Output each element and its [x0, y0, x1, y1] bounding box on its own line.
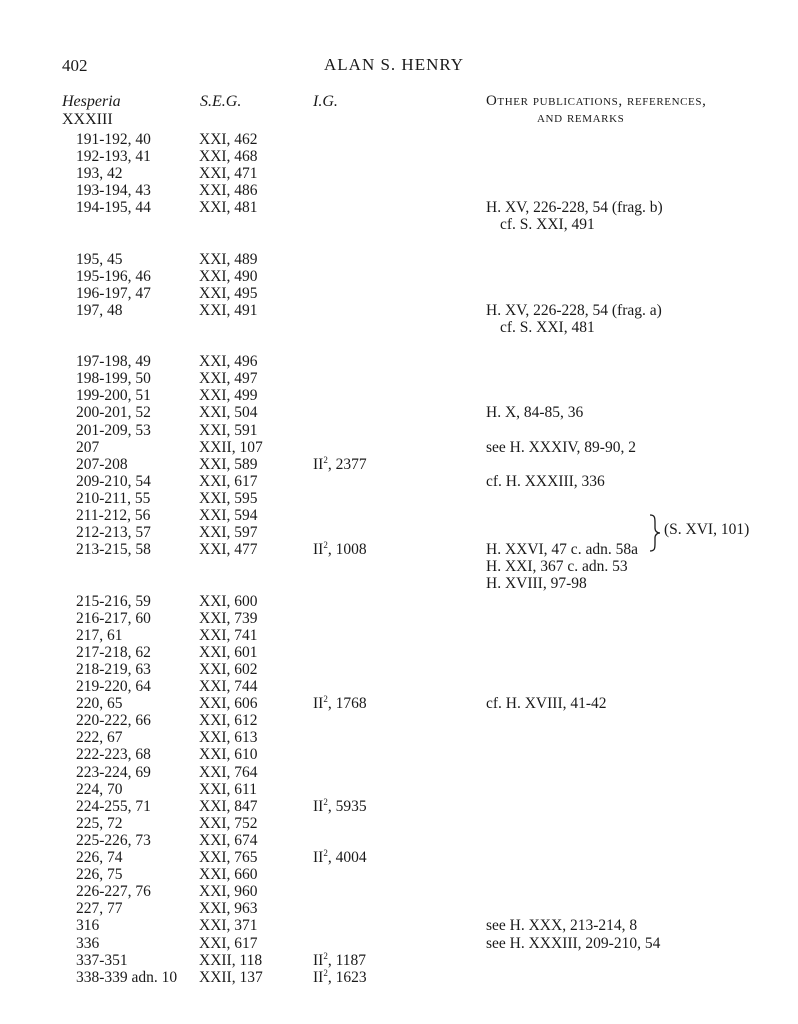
remark-line: cf. H. XXXIII, 336 — [486, 473, 605, 490]
seg-ref: XXI, 601 — [199, 644, 258, 661]
seg-ref: XXI, 477 — [199, 541, 258, 558]
hesperia-ref: 209-210, 54 — [76, 473, 151, 490]
remark-line: H. X, 84-85, 36 — [486, 404, 584, 421]
ig-ref: $II^2$, 1768 — [313, 694, 367, 712]
ig-ref: $II^2$, 5935 — [313, 797, 367, 815]
seg-ref: XXI, 963 — [199, 900, 258, 917]
hesperia-ref: 195, 45 — [76, 251, 123, 268]
seg-ref: XXI, 591 — [199, 422, 258, 439]
seg-ref: XXI, 490 — [199, 268, 258, 285]
hesperia-ref: 225, 72 — [76, 815, 123, 832]
seg-ref: XXI, 611 — [199, 781, 257, 798]
ig-ref: $II^2$, 2377 — [313, 455, 367, 473]
hesperia-ref: 193-194, 43 — [76, 182, 151, 199]
seg-ref: XXI, 486 — [199, 182, 258, 199]
column-header-ig: I.G. — [313, 93, 338, 110]
hesperia-ref: 207-208 — [76, 456, 128, 473]
hesperia-ref: 222, 67 — [76, 729, 123, 746]
remark-line: cf. H. XVIII, 41-42 — [486, 695, 607, 712]
ig-ref: $II^2$, 1008 — [313, 540, 367, 558]
seg-ref: XXI, 741 — [199, 627, 258, 644]
seg-ref: XXI, 617 — [199, 935, 258, 952]
seg-ref: XXI, 504 — [199, 404, 258, 421]
page-number: 402 — [62, 56, 88, 75]
hesperia-ref: 194-195, 44 — [76, 199, 151, 216]
hesperia-ref: 223-224, 69 — [76, 764, 151, 781]
seg-ref: XXI, 960 — [199, 883, 258, 900]
seg-ref: XXI, 496 — [199, 353, 258, 370]
remark-line: H. XV, 226-228, 54 (frag. a) — [486, 302, 662, 319]
column-header-seg: S.E.G. — [200, 93, 242, 110]
seg-ref: XXI, 597 — [199, 524, 258, 541]
bracket-note: (S. XVI, 101) — [664, 521, 750, 538]
hesperia-ref: 195-196, 46 — [76, 268, 151, 285]
hesperia-ref: 207 — [76, 439, 100, 456]
seg-ref: XXI, 489 — [199, 251, 258, 268]
hesperia-ref: 220, 65 — [76, 695, 123, 712]
remark-line: cf. S. XXI, 491 — [500, 216, 595, 233]
seg-ref: XXII, 107 — [199, 439, 263, 456]
hesperia-ref: 219-220, 64 — [76, 678, 151, 695]
hesperia-ref: 220-222, 66 — [76, 712, 151, 729]
hesperia-ref: 192-193, 41 — [76, 148, 151, 165]
hesperia-ref: 224-255, 71 — [76, 798, 151, 815]
hesperia-ref: 222-223, 68 — [76, 746, 151, 763]
seg-ref: XXII, 118 — [199, 952, 263, 969]
hesperia-ref: 316 — [76, 917, 100, 934]
hesperia-ref: 198-199, 50 — [76, 370, 151, 387]
seg-ref: XXI, 600 — [199, 593, 258, 610]
hesperia-ref: 210-211, 55 — [76, 490, 151, 507]
hesperia-ref: 226, 75 — [76, 866, 123, 883]
hesperia-ref: 197-198, 49 — [76, 353, 151, 370]
hesperia-ref: 226, 74 — [76, 849, 123, 866]
seg-ref: XXI, 595 — [199, 490, 258, 507]
seg-ref: XXI, 589 — [199, 456, 258, 473]
seg-ref: XXI, 491 — [199, 302, 258, 319]
column-header-hesperia: Hesperia — [62, 93, 121, 110]
hesperia-ref: 212-213, 57 — [76, 524, 151, 541]
seg-ref: XXI, 847 — [199, 798, 258, 815]
hesperia-ref: 225-226, 73 — [76, 832, 151, 849]
seg-ref: XXI, 606 — [199, 695, 258, 712]
seg-ref: XXI, 371 — [199, 917, 258, 934]
seg-ref: XXI, 744 — [199, 678, 258, 695]
seg-ref: XXI, 752 — [199, 815, 258, 832]
remark-line: H. XVIII, 97-98 — [486, 575, 587, 592]
hesperia-ref: 200-201, 52 — [76, 404, 151, 421]
hesperia-ref: 193, 42 — [76, 165, 123, 182]
hesperia-ref: 201-209, 53 — [76, 422, 151, 439]
seg-ref: XXI, 610 — [199, 746, 258, 763]
remark-line: see H. XXXIII, 209-210, 54 — [486, 935, 661, 952]
remark-line: see H. XXXIV, 89-90, 2 — [486, 439, 636, 456]
hesperia-ref: 217-218, 62 — [76, 644, 151, 661]
seg-ref: XXI, 499 — [199, 387, 258, 404]
hesperia-ref: 226-227, 76 — [76, 883, 151, 900]
hesperia-ref: 199-200, 51 — [76, 387, 151, 404]
seg-ref: XXI, 674 — [199, 832, 258, 849]
hesperia-ref: 337-351 — [76, 952, 128, 969]
column-subheader-volume: XXXIII — [62, 111, 113, 128]
seg-ref: XXI, 462 — [199, 131, 258, 148]
seg-ref: XXI, 594 — [199, 507, 258, 524]
ig-ref: $II^2$, 1187 — [313, 951, 367, 969]
running-title: ALAN S. HENRY — [324, 55, 465, 74]
hesperia-ref: 216-217, 60 — [76, 610, 151, 627]
seg-ref: XXI, 468 — [199, 148, 258, 165]
ig-ref: $II^2$, 1623 — [313, 968, 367, 986]
seg-ref: XXI, 481 — [199, 199, 258, 216]
column-header-other-line1: Other publications, references, — [486, 93, 707, 109]
remark-line: see H. XXX, 213-214, 8 — [486, 917, 638, 934]
seg-ref: XXI, 612 — [199, 712, 258, 729]
seg-ref: XXI, 739 — [199, 610, 258, 627]
hesperia-ref: 227, 77 — [76, 900, 123, 917]
hesperia-ref: 211-212, 56 — [76, 507, 151, 524]
seg-ref: XXI, 471 — [199, 165, 258, 182]
hesperia-ref: 217, 61 — [76, 627, 123, 644]
seg-ref: XXI, 602 — [199, 661, 258, 678]
seg-ref: XXII, 137 — [199, 969, 263, 986]
hesperia-ref: 197, 48 — [76, 302, 123, 319]
hesperia-ref: 336 — [76, 935, 100, 952]
remark-line: H. XXI, 367 c. adn. 53 — [486, 558, 628, 575]
hesperia-ref: 215-216, 59 — [76, 593, 151, 610]
column-header-other-line2: and remarks — [537, 110, 625, 126]
hesperia-ref: 213-215, 58 — [76, 541, 151, 558]
hesperia-ref: 196-197, 47 — [76, 285, 151, 302]
seg-ref: XXI, 765 — [199, 849, 258, 866]
seg-ref: XXI, 617 — [199, 473, 258, 490]
ig-ref: $II^2$, 4004 — [313, 848, 367, 866]
hesperia-ref: 224, 70 — [76, 781, 123, 798]
right-brace — [648, 514, 662, 552]
seg-ref: XXI, 497 — [199, 370, 258, 387]
hesperia-ref: 338-339 adn. 10 — [76, 969, 178, 986]
remark-line: H. XV, 226-228, 54 (frag. b) — [486, 199, 663, 216]
remark-line: H. XXVI, 47 c. adn. 58a — [486, 541, 638, 558]
hesperia-ref: 218-219, 63 — [76, 661, 151, 678]
seg-ref: XXI, 660 — [199, 866, 258, 883]
seg-ref: XXI, 764 — [199, 764, 258, 781]
seg-ref: XXI, 613 — [199, 729, 258, 746]
seg-ref: XXI, 495 — [199, 285, 258, 302]
hesperia-ref: 191-192, 40 — [76, 131, 151, 148]
remark-line: cf. S. XXI, 481 — [500, 319, 595, 336]
